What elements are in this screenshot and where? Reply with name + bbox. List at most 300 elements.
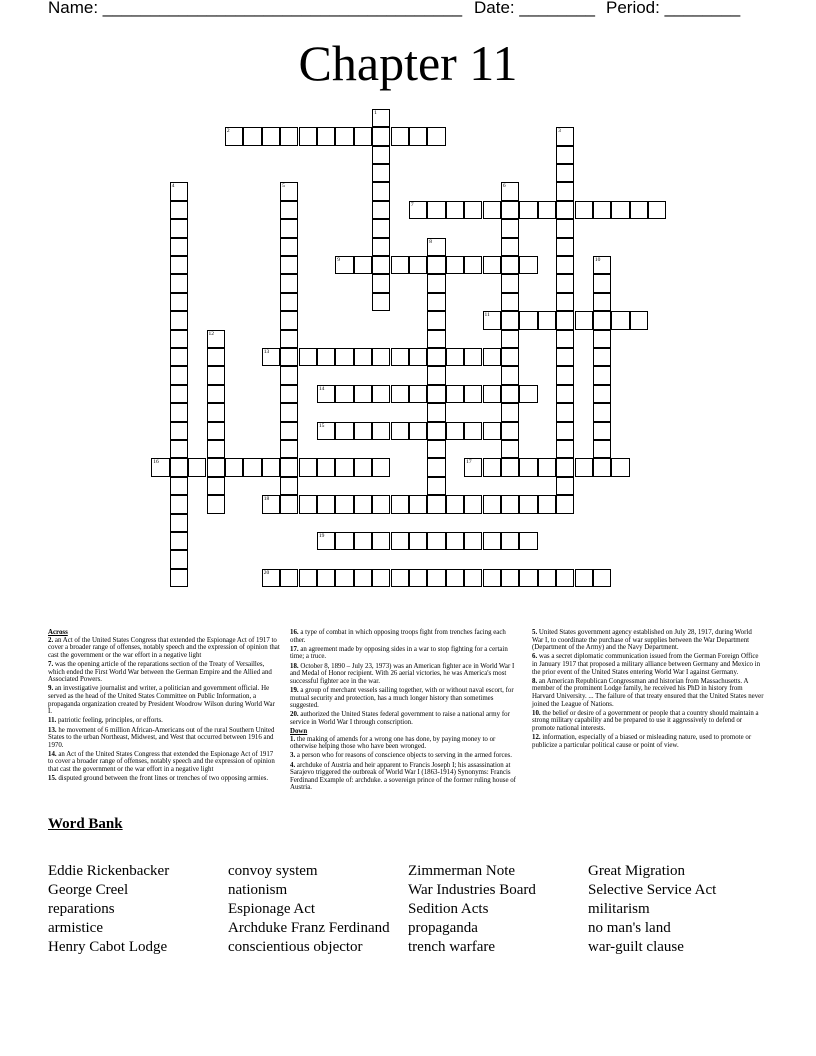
crossword-cell[interactable] xyxy=(280,330,298,348)
crossword-cell[interactable] xyxy=(335,422,353,440)
crossword-cell[interactable] xyxy=(372,219,390,237)
crossword-cell[interactable] xyxy=(409,569,427,587)
crossword-cell[interactable] xyxy=(593,201,611,219)
crossword-cell[interactable] xyxy=(519,458,537,476)
crossword-cell[interactable] xyxy=(501,403,519,421)
clue-text: archduke of Austria and heir apparent to Francis Joseph I; his assassination at Sarajevo triggered the outbreak of World War I (1863-1914) Synonyms: Francis Ferdinand Example of: archduke. a sovereign prince of the former ruling house of Austria. xyxy=(290,761,516,792)
crossword-cell[interactable] xyxy=(207,366,225,384)
crossword-cell[interactable] xyxy=(556,293,574,311)
crossword-cell[interactable] xyxy=(280,311,298,329)
crossword-cell[interactable] xyxy=(446,569,464,587)
crossword-cell[interactable] xyxy=(593,256,611,274)
crossword-cell[interactable] xyxy=(501,440,519,458)
crossword-cell[interactable] xyxy=(299,458,317,476)
crossword-cell[interactable] xyxy=(593,274,611,292)
crossword-cell[interactable] xyxy=(593,403,611,421)
clue-number: 13 xyxy=(263,349,270,355)
clue-number: 7 xyxy=(410,201,414,208)
crossword-cell[interactable] xyxy=(483,201,501,219)
crossword-cell[interactable] xyxy=(483,385,501,403)
word-bank-item: nationism xyxy=(228,882,288,898)
crossword-cell[interactable] xyxy=(556,127,574,145)
crossword-cell[interactable] xyxy=(575,201,593,219)
crossword-cell[interactable] xyxy=(280,440,298,458)
crossword-cell[interactable] xyxy=(501,330,519,348)
clue-number: 15. xyxy=(48,775,57,783)
crossword-cell[interactable] xyxy=(262,348,280,366)
crossword-cell[interactable] xyxy=(335,458,353,476)
crossword-cell[interactable] xyxy=(225,127,243,145)
crossword-cell[interactable] xyxy=(409,532,427,550)
crossword-cell[interactable] xyxy=(483,348,501,366)
crossword-cell[interactable] xyxy=(427,201,445,219)
crossword-cell[interactable] xyxy=(280,403,298,421)
crossword-cell[interactable] xyxy=(427,256,445,274)
crossword-cell[interactable] xyxy=(501,311,519,329)
crossword-cell[interactable] xyxy=(483,532,501,550)
crossword-cell[interactable] xyxy=(372,293,390,311)
crossword-cell[interactable] xyxy=(372,146,390,164)
crossword-cell[interactable] xyxy=(335,256,353,274)
crossword-cell[interactable] xyxy=(170,532,188,550)
crossword-cell[interactable] xyxy=(427,495,445,513)
crossword-cell[interactable] xyxy=(538,458,556,476)
crossword-cell[interactable] xyxy=(354,385,372,403)
crossword-cell[interactable] xyxy=(556,422,574,440)
word-bank-item: Espionage Act xyxy=(228,901,316,917)
crossword-cell[interactable] xyxy=(427,311,445,329)
crossword-cell[interactable] xyxy=(280,182,298,200)
clue-number: 18 xyxy=(263,496,270,503)
crossword-cell[interactable] xyxy=(427,532,445,550)
crossword-cell[interactable] xyxy=(317,422,335,440)
crossword-cell[interactable] xyxy=(464,458,482,476)
crossword-cell[interactable] xyxy=(170,514,188,532)
crossword-cell[interactable] xyxy=(207,440,225,458)
crossword-cell[interactable] xyxy=(391,495,409,513)
crossword-cell[interactable] xyxy=(593,422,611,440)
crossword-cell[interactable] xyxy=(170,366,188,384)
crossword-cell[interactable] xyxy=(170,477,188,495)
period-field-label[interactable]: Period: ________ xyxy=(606,0,741,17)
crossword-cell[interactable] xyxy=(372,274,390,292)
crossword-cell[interactable] xyxy=(391,385,409,403)
crossword-cell[interactable] xyxy=(427,458,445,476)
crossword-cell[interactable] xyxy=(501,274,519,292)
word-bank-item: War Industries Board xyxy=(408,882,536,898)
clue-item xyxy=(290,629,522,644)
crossword-cell[interactable] xyxy=(556,477,574,495)
crossword-cell[interactable] xyxy=(501,495,519,513)
crossword-cell[interactable] xyxy=(630,201,648,219)
crossword-cell[interactable] xyxy=(446,385,464,403)
crossword-cell[interactable] xyxy=(556,182,574,200)
word-bank-column-3 xyxy=(408,862,536,957)
word-bank-item: Archduke Franz Ferdinand xyxy=(228,920,390,936)
crossword-cell[interactable] xyxy=(170,293,188,311)
crossword-cell[interactable] xyxy=(354,348,372,366)
crossword-cell[interactable] xyxy=(501,348,519,366)
crossword-cell[interactable] xyxy=(427,348,445,366)
crossword-cell[interactable] xyxy=(335,569,353,587)
crossword-cell[interactable] xyxy=(427,403,445,421)
crossword-cell[interactable] xyxy=(501,532,519,550)
crossword-cell[interactable] xyxy=(556,385,574,403)
crossword-cell[interactable] xyxy=(262,458,280,476)
crossword-cell[interactable] xyxy=(262,495,280,513)
crossword-cell[interactable] xyxy=(575,311,593,329)
crossword-cell[interactable] xyxy=(354,458,372,476)
crossword-cell[interactable] xyxy=(372,109,390,127)
crossword-cell[interactable] xyxy=(464,385,482,403)
crossword-cell[interactable] xyxy=(409,348,427,366)
crossword-cell[interactable] xyxy=(280,238,298,256)
crossword-cell[interactable] xyxy=(354,127,372,145)
crossword-cell[interactable] xyxy=(372,385,390,403)
crossword-cell[interactable] xyxy=(372,495,390,513)
crossword-cell[interactable] xyxy=(556,440,574,458)
crossword-cell[interactable] xyxy=(446,495,464,513)
crossword-cell[interactable] xyxy=(556,201,574,219)
clue-number: 15 xyxy=(318,422,325,429)
crossword-cell[interactable] xyxy=(556,348,574,366)
crossword-cell[interactable] xyxy=(427,274,445,292)
crossword-cell[interactable] xyxy=(519,201,537,219)
crossword-cell[interactable] xyxy=(170,458,188,476)
crossword-cell[interactable] xyxy=(170,330,188,348)
crossword-cell[interactable] xyxy=(501,219,519,237)
crossword-cell[interactable] xyxy=(556,495,574,513)
crossword-cell[interactable] xyxy=(207,385,225,403)
crossword-cell[interactable] xyxy=(464,569,482,587)
crossword-cell[interactable] xyxy=(280,293,298,311)
crossword-cell[interactable] xyxy=(519,569,537,587)
word-bank-column-1 xyxy=(48,862,169,957)
crossword-cell[interactable] xyxy=(519,311,537,329)
crossword-cell[interactable] xyxy=(501,569,519,587)
crossword-cell[interactable] xyxy=(501,385,519,403)
crossword-cell[interactable] xyxy=(391,127,409,145)
page-title: Chapter 11 xyxy=(298,35,518,91)
crossword-cell[interactable] xyxy=(299,127,317,145)
crossword-cell[interactable] xyxy=(464,422,482,440)
crossword-cell[interactable] xyxy=(170,495,188,513)
crossword-cell[interactable] xyxy=(207,422,225,440)
crossword-cell[interactable] xyxy=(464,495,482,513)
crossword-cell[interactable] xyxy=(335,127,353,145)
crossword-cell[interactable] xyxy=(372,569,390,587)
crossword-cell[interactable] xyxy=(170,385,188,403)
clue-text: authorized the United States federal government to raise a national army for service in World War I through conscription. xyxy=(290,711,510,726)
crossword-cell[interactable] xyxy=(409,495,427,513)
crossword-cell[interactable] xyxy=(170,201,188,219)
date-field-label[interactable]: Date: ________ xyxy=(474,0,595,17)
crossword-cell[interactable] xyxy=(207,477,225,495)
crossword-cell[interactable] xyxy=(409,385,427,403)
clue-item xyxy=(48,717,280,725)
clue-text: United States government agency established on July 28, 1917, during World War I, to coordinate the purchase of war supplies between the War Department (Department of the Army) and the Navy Department. xyxy=(532,629,752,652)
clue-number: 5. xyxy=(532,629,538,636)
crossword-cell[interactable] xyxy=(262,569,280,587)
crossword-cell[interactable] xyxy=(556,256,574,274)
crossword-cell[interactable] xyxy=(464,532,482,550)
crossword-cell[interactable] xyxy=(243,458,261,476)
crossword-cell[interactable] xyxy=(483,422,501,440)
crossword-cell[interactable] xyxy=(464,201,482,219)
crossword-cell[interactable] xyxy=(575,458,593,476)
crossword-cell[interactable] xyxy=(170,256,188,274)
crossword-cell[interactable] xyxy=(501,366,519,384)
crossword-cell[interactable] xyxy=(556,146,574,164)
crossword-cell[interactable] xyxy=(427,569,445,587)
crossword-cell[interactable] xyxy=(593,330,611,348)
crossword-cell[interactable] xyxy=(280,569,298,587)
crossword-cell[interactable] xyxy=(280,256,298,274)
crossword-cell[interactable] xyxy=(335,495,353,513)
crossword-cell[interactable] xyxy=(556,219,574,237)
crossword-cell[interactable] xyxy=(593,366,611,384)
crossword-cell[interactable] xyxy=(170,348,188,366)
crossword-cell[interactable] xyxy=(372,201,390,219)
crossword-cell[interactable] xyxy=(427,422,445,440)
crossword-cell[interactable] xyxy=(556,274,574,292)
crossword-cell[interactable] xyxy=(593,311,611,329)
crossword-cell[interactable] xyxy=(317,348,335,366)
crossword-cell[interactable] xyxy=(501,422,519,440)
crossword-cell[interactable] xyxy=(501,182,519,200)
crossword-cell[interactable] xyxy=(207,403,225,421)
crossword-cell[interactable] xyxy=(317,495,335,513)
crossword-cell[interactable] xyxy=(501,293,519,311)
crossword-cell[interactable] xyxy=(519,385,537,403)
crossword-cell[interactable] xyxy=(280,348,298,366)
crossword-cell[interactable] xyxy=(354,495,372,513)
crossword-cell[interactable] xyxy=(299,348,317,366)
crossword-cell[interactable] xyxy=(391,422,409,440)
crossword-cell[interactable] xyxy=(335,385,353,403)
crossword-cell[interactable] xyxy=(317,385,335,403)
crossword-cell[interactable] xyxy=(317,532,335,550)
crossword-cell[interactable] xyxy=(519,495,537,513)
crossword-cell[interactable] xyxy=(483,569,501,587)
crossword-cell[interactable] xyxy=(354,422,372,440)
crossword-cell[interactable] xyxy=(391,348,409,366)
crossword-cell[interactable] xyxy=(391,532,409,550)
crossword-cell[interactable] xyxy=(483,458,501,476)
clue-text: a group of merchant vessels sailing together, with or without naval escort, for mutual security and protection, has a much longer history than sometimes suggested. xyxy=(290,686,514,710)
crossword-cell[interactable] xyxy=(427,440,445,458)
crossword-cell[interactable] xyxy=(464,256,482,274)
crossword-cell[interactable] xyxy=(427,477,445,495)
crossword-cell[interactable] xyxy=(593,440,611,458)
crossword-cell[interactable] xyxy=(409,127,427,145)
crossword-cell[interactable] xyxy=(575,569,593,587)
crossword-cell[interactable] xyxy=(372,422,390,440)
crossword-cell[interactable] xyxy=(519,256,537,274)
crossword-cell[interactable] xyxy=(409,201,427,219)
crossword-cell[interactable] xyxy=(207,348,225,366)
crossword-cell[interactable] xyxy=(501,238,519,256)
crossword-cell[interactable] xyxy=(188,458,206,476)
crossword-cell[interactable] xyxy=(170,219,188,237)
crossword-cell[interactable] xyxy=(170,403,188,421)
crossword-cell[interactable] xyxy=(372,238,390,256)
crossword-cell[interactable] xyxy=(556,164,574,182)
word-bank-column-2 xyxy=(228,862,390,957)
crossword-cell[interactable] xyxy=(648,201,666,219)
crossword-cell[interactable] xyxy=(243,127,261,145)
word-bank-item: reparations xyxy=(48,901,115,917)
crossword-cell[interactable] xyxy=(170,238,188,256)
crossword-cell[interactable] xyxy=(372,127,390,145)
crossword-cell[interactable] xyxy=(317,569,335,587)
name-field-label[interactable]: Name: ______________________________________ xyxy=(48,0,463,17)
clue-text: patriotic feeling, principles, or efforts. xyxy=(56,717,163,725)
crossword-cell[interactable] xyxy=(556,403,574,421)
crossword-cell[interactable] xyxy=(280,366,298,384)
crossword-cell[interactable] xyxy=(170,440,188,458)
crossword-cell[interactable] xyxy=(593,458,611,476)
clue-number: 14. xyxy=(48,750,57,758)
crossword-cell[interactable] xyxy=(280,219,298,237)
crossword-cell[interactable] xyxy=(538,311,556,329)
crossword-cell[interactable] xyxy=(391,569,409,587)
clue-number: 10 xyxy=(594,257,601,263)
crossword-cell[interactable] xyxy=(611,458,629,476)
clue-item xyxy=(532,734,764,749)
word-bank-item: Zimmerman Note xyxy=(408,863,516,879)
clue-item xyxy=(290,711,522,726)
crossword-cell[interactable] xyxy=(280,201,298,219)
crossword-cell[interactable] xyxy=(593,348,611,366)
clue-item xyxy=(290,687,522,710)
clue-number: 8. xyxy=(532,677,538,685)
crossword-cell[interactable] xyxy=(593,293,611,311)
word-bank-item: George Creel xyxy=(48,882,129,898)
crossword-cell[interactable] xyxy=(483,311,501,329)
crossword-cell[interactable] xyxy=(483,495,501,513)
crossword-cell[interactable] xyxy=(207,458,225,476)
crossword-cell[interactable] xyxy=(170,182,188,200)
crossword-cell[interactable] xyxy=(446,422,464,440)
crossword-cell[interactable] xyxy=(280,274,298,292)
word-bank-title: Word Bank xyxy=(48,816,123,832)
crossword-cell[interactable] xyxy=(225,458,243,476)
crossword-cell[interactable] xyxy=(262,127,280,145)
word-bank-item: armistice xyxy=(48,920,103,936)
crossword-cell[interactable] xyxy=(427,127,445,145)
crossword-cell[interactable] xyxy=(556,311,574,329)
clue-item xyxy=(532,653,764,676)
clue-number: 3 xyxy=(558,128,561,135)
crossword-cell[interactable] xyxy=(170,569,188,587)
crossword-cell[interactable] xyxy=(593,569,611,587)
clue-number: 11. xyxy=(48,717,57,725)
crossword-cell[interactable] xyxy=(280,127,298,145)
crossword-cell[interactable] xyxy=(427,330,445,348)
crossword-cell[interactable] xyxy=(519,532,537,550)
crossword-cell[interactable] xyxy=(501,458,519,476)
crossword-cell[interactable] xyxy=(372,256,390,274)
crossword-cell[interactable] xyxy=(151,458,169,476)
crossword-cell[interactable] xyxy=(409,422,427,440)
crossword-cell[interactable] xyxy=(372,182,390,200)
crossword-cell[interactable] xyxy=(464,348,482,366)
crossword-cell[interactable] xyxy=(556,458,574,476)
crossword-cell[interactable] xyxy=(372,164,390,182)
clue-item xyxy=(48,661,280,684)
crossword-cell[interactable] xyxy=(446,532,464,550)
clue-text: he movement of 6 million African-Americans out of the rural Southern United States to the urban Northeast, Midwest, and West that occurred between 1916 and 1970. xyxy=(48,726,275,749)
crossword-cell[interactable] xyxy=(556,569,574,587)
crossword-cell[interactable] xyxy=(446,201,464,219)
crossword-cell[interactable] xyxy=(280,458,298,476)
crossword-cell[interactable] xyxy=(372,458,390,476)
crossword-cell[interactable] xyxy=(354,569,372,587)
crossword-cell[interactable] xyxy=(335,532,353,550)
crossword-cell[interactable] xyxy=(372,348,390,366)
crossword-cell[interactable] xyxy=(280,422,298,440)
crossword-cell[interactable] xyxy=(501,201,519,219)
crossword-cell[interactable] xyxy=(427,385,445,403)
clue-text: a person who for reasons of conscience objects to serving in the armed forces. xyxy=(295,752,512,760)
crossword-cell[interactable] xyxy=(170,422,188,440)
crossword-cell[interactable] xyxy=(280,477,298,495)
crossword-cell[interactable] xyxy=(538,495,556,513)
crossword-cell[interactable] xyxy=(556,330,574,348)
crossword-cell[interactable] xyxy=(317,127,335,145)
crossword-cell[interactable] xyxy=(299,569,317,587)
crossword-cell[interactable] xyxy=(317,458,335,476)
crossword-cell[interactable] xyxy=(207,495,225,513)
crossword-cell[interactable] xyxy=(611,311,629,329)
crossword-cell[interactable] xyxy=(427,366,445,384)
crossword-cell[interactable] xyxy=(538,569,556,587)
crossword-cell[interactable] xyxy=(593,385,611,403)
crossword-cell[interactable] xyxy=(170,274,188,292)
crossword-cell[interactable] xyxy=(335,348,353,366)
crossword-cell[interactable] xyxy=(427,293,445,311)
crossword-cell[interactable] xyxy=(556,366,574,384)
word-bank-item: Selective Service Act xyxy=(588,882,717,898)
crossword-cell[interactable] xyxy=(170,311,188,329)
crossword-cell[interactable] xyxy=(207,330,225,348)
clue-text: an American Republican Congressman and historian from Massachusetts. A member of the prominent Lodge family, he received his PhD in history from Harvard University. ... The failure of that treaty ensured that the United States never joined the League of Nations. xyxy=(532,677,764,708)
crossword-cell[interactable] xyxy=(556,238,574,256)
clue-number: 16 xyxy=(153,459,159,466)
crossword-cell[interactable] xyxy=(354,256,372,274)
crossword-cell[interactable] xyxy=(446,256,464,274)
crossword-cell[interactable] xyxy=(611,201,629,219)
crossword-cell[interactable] xyxy=(280,495,298,513)
crossword-cell[interactable] xyxy=(501,256,519,274)
crossword-cell[interactable] xyxy=(280,385,298,403)
crossword-cell[interactable] xyxy=(170,550,188,568)
crossword-cell[interactable] xyxy=(427,238,445,256)
crossword-cell[interactable] xyxy=(391,256,409,274)
crossword-cell[interactable] xyxy=(409,256,427,274)
clue-text: the belief or desire of a government or people that a country should maintain a strong military capability and be prepared to use it aggressively to defend or promote national interests. xyxy=(532,709,759,732)
crossword-cell[interactable] xyxy=(483,256,501,274)
crossword-cell[interactable] xyxy=(446,348,464,366)
clue-item xyxy=(290,663,522,686)
crossword-cell[interactable] xyxy=(299,495,317,513)
crossword-cell[interactable] xyxy=(372,532,390,550)
crossword-cell[interactable] xyxy=(630,311,648,329)
clue-text: was a secret diplomatic communication issued from the German Foreign Office in January 1917 that proposed a military alliance between Germany and Mexico in the prior event of the United States entering World War I against Germany. xyxy=(532,653,761,676)
crossword-cell[interactable] xyxy=(538,201,556,219)
crossword-cell[interactable] xyxy=(354,532,372,550)
